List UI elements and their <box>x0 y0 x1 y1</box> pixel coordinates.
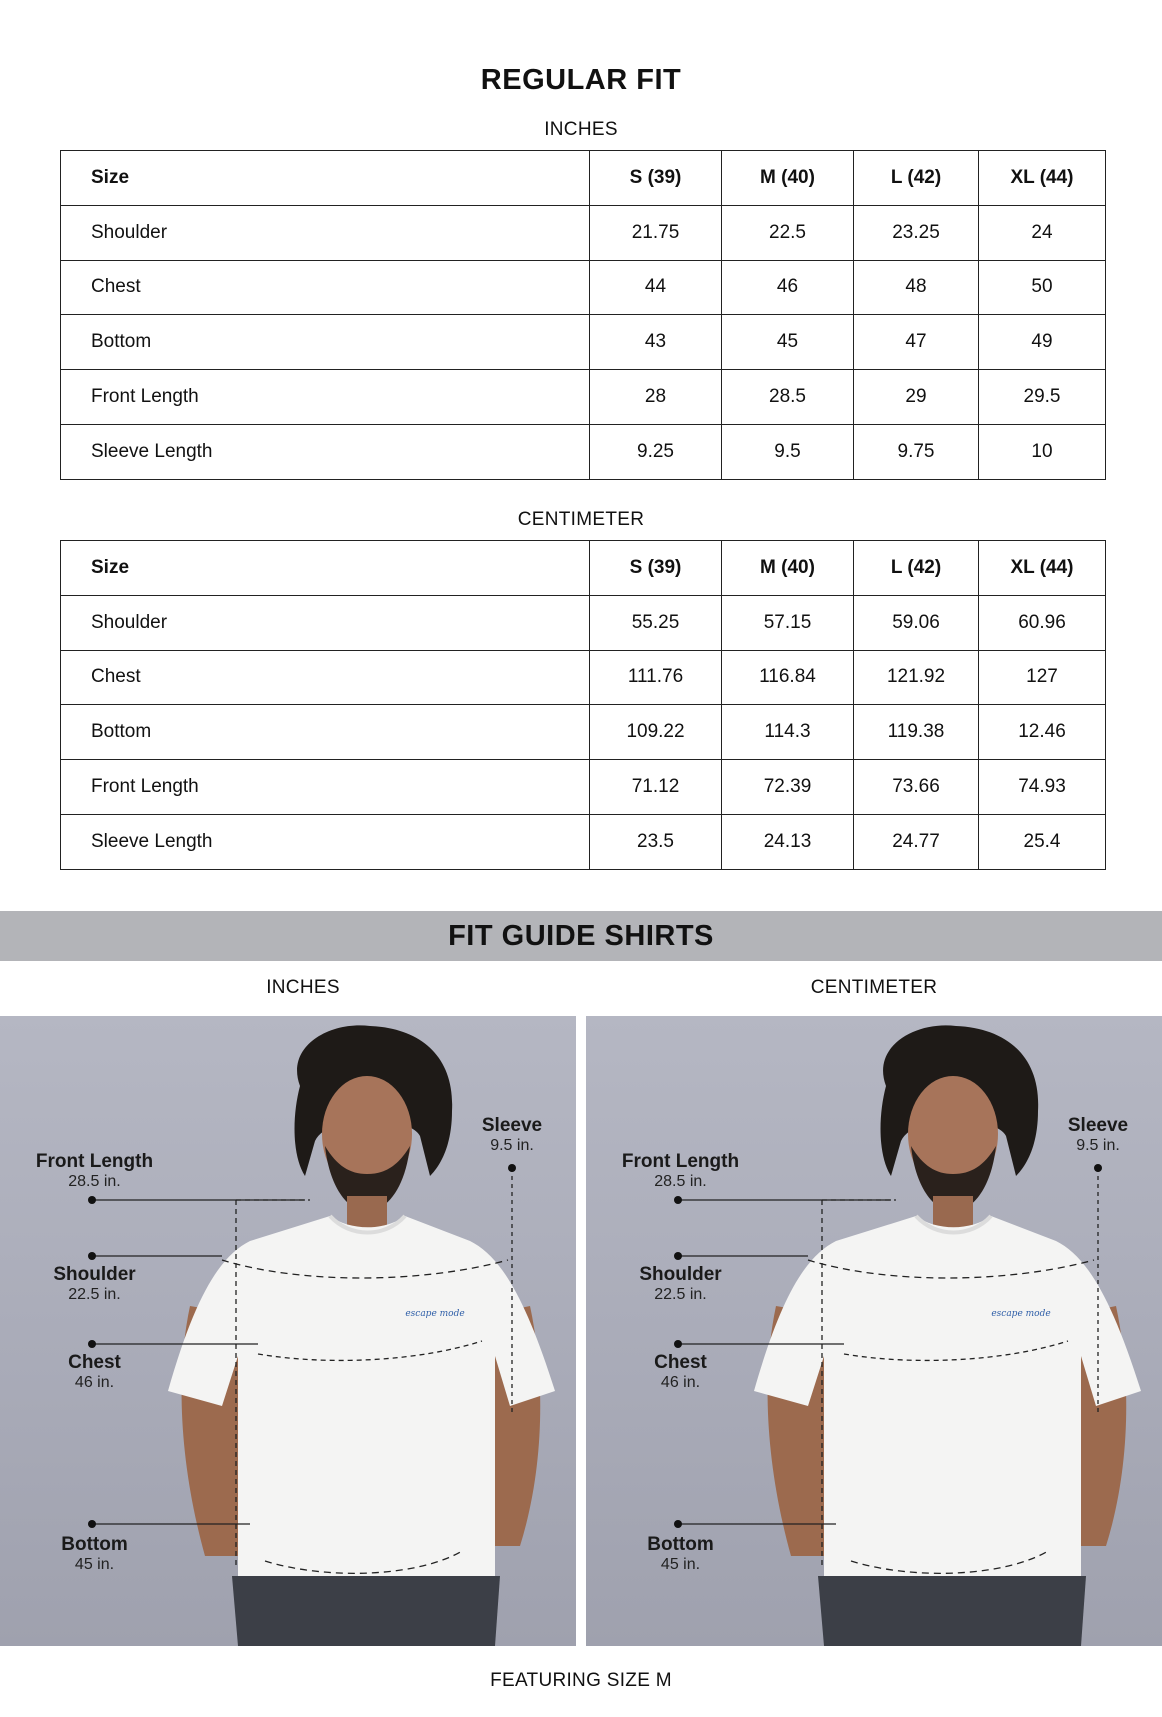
measurement-value: 44 <box>590 260 722 315</box>
callout-name: Shoulder <box>639 1264 722 1285</box>
callout-shoulder <box>598 1265 763 1303</box>
measurement-value: 29.5 <box>979 370 1106 425</box>
table-row <box>61 595 1106 650</box>
table-row <box>61 260 1106 315</box>
column-header: M (40) <box>722 151 854 206</box>
callout-value: 9.5 in. <box>490 1136 534 1154</box>
measurement-value: 59.06 <box>854 595 979 650</box>
callout-chest <box>598 1353 763 1391</box>
column-header: S (39) <box>590 151 722 206</box>
measurement-value: 12.46 <box>979 705 1106 760</box>
measurement-value: 74.93 <box>979 760 1106 815</box>
fit-guide-banner: FIT GUIDE SHIRTS <box>0 911 1162 961</box>
callout-name: Sleeve <box>1067 1115 1129 1136</box>
column-header: M (40) <box>722 541 854 596</box>
shirt-logo: escape mode <box>405 1309 465 1319</box>
measurement-value: 46 <box>722 260 854 315</box>
measurement-value: 114.3 <box>722 705 854 760</box>
measurement-value: 57.15 <box>722 595 854 650</box>
fit-guide-photo-centimeter <box>586 1016 1162 1646</box>
regular-fit-title: REGULAR FIT <box>480 64 682 96</box>
table-row <box>61 650 1106 705</box>
column-header: Size <box>61 151 590 206</box>
callout-bottom <box>12 1535 177 1573</box>
table-row <box>61 424 1106 479</box>
callout-front-length <box>598 1152 763 1190</box>
measurement-value: 23.25 <box>854 205 979 260</box>
callout-value: 22.5 in. <box>654 1285 707 1303</box>
shirt-logo: escape mode <box>991 1309 1051 1319</box>
table-row <box>61 205 1106 260</box>
callout-bottom <box>598 1535 763 1573</box>
measurement-value: 127 <box>979 650 1106 705</box>
measurement-label: Chest <box>61 260 590 315</box>
measurement-value: 119.38 <box>854 705 979 760</box>
measurement-value: 71.12 <box>590 760 722 815</box>
inches-size-table <box>60 150 1106 480</box>
column-header: L (42) <box>854 151 979 206</box>
measurement-value: 47 <box>854 315 979 370</box>
centimeter-table-label: CENTIMETER <box>517 509 645 530</box>
measurement-value: 111.76 <box>590 650 722 705</box>
featuring-size-note: FEATURING SIZE M <box>490 1670 672 1691</box>
callout-chest <box>12 1353 177 1391</box>
callout-name: Bottom <box>647 1534 714 1555</box>
centimeter-size-table <box>60 540 1106 870</box>
measurement-label: Chest <box>61 650 590 705</box>
measurement-value: 72.39 <box>722 760 854 815</box>
callout-value: 46 in. <box>660 1373 701 1391</box>
measurement-value: 50 <box>979 260 1106 315</box>
callout-value: 28.5 in. <box>68 1172 121 1190</box>
measurement-value: 22.5 <box>722 205 854 260</box>
callout-name: Shoulder <box>53 1264 136 1285</box>
measurement-label: Shoulder <box>61 595 590 650</box>
fit-guide-centimeter-label: CENTIMETER <box>810 977 938 998</box>
measurement-value: 48 <box>854 260 979 315</box>
callout-name: Chest <box>68 1352 121 1373</box>
callout-value: 22.5 in. <box>68 1285 121 1303</box>
measurement-label: Front Length <box>61 760 590 815</box>
callout-sleeve <box>462 1116 562 1154</box>
measurement-label: Front Length <box>61 370 590 425</box>
measurement-value: 116.84 <box>722 650 854 705</box>
fit-guide-inches-label: INCHES <box>266 977 340 998</box>
callout-name: Front Length <box>621 1151 740 1172</box>
measurement-value: 28.5 <box>722 370 854 425</box>
measurement-label: Sleeve Length <box>61 424 590 479</box>
column-header: L (42) <box>854 541 979 596</box>
measurement-value: 45 <box>722 315 854 370</box>
table-row <box>61 760 1106 815</box>
callout-name: Bottom <box>61 1534 128 1555</box>
callout-shoulder <box>12 1265 177 1303</box>
measurement-value: 24.13 <box>722 814 854 869</box>
measurement-label: Bottom <box>61 315 590 370</box>
table-row <box>61 370 1106 425</box>
column-header: XL (44) <box>979 151 1106 206</box>
callout-front-length <box>12 1152 177 1190</box>
table-header-row <box>61 151 1106 206</box>
measurement-value: 21.75 <box>590 205 722 260</box>
measurement-value: 121.92 <box>854 650 979 705</box>
column-header: Size <box>61 541 590 596</box>
inches-table-label: INCHES <box>544 119 618 140</box>
measurement-value: 109.22 <box>590 705 722 760</box>
measurement-value: 23.5 <box>590 814 722 869</box>
measurement-value: 55.25 <box>590 595 722 650</box>
callout-value: 9.5 in. <box>1076 1136 1120 1154</box>
table-header-row <box>61 541 1106 596</box>
callout-value: 46 in. <box>74 1373 115 1391</box>
table-row <box>61 814 1106 869</box>
column-header: S (39) <box>590 541 722 596</box>
measurement-value: 49 <box>979 315 1106 370</box>
measurement-value: 9.75 <box>854 424 979 479</box>
fit-guide-photo-inches <box>0 1016 576 1646</box>
measurement-label: Shoulder <box>61 205 590 260</box>
callout-name: Chest <box>654 1352 707 1373</box>
measurement-label: Sleeve Length <box>61 814 590 869</box>
measurement-value: 73.66 <box>854 760 979 815</box>
callout-sleeve <box>1048 1116 1148 1154</box>
callout-name: Front Length <box>35 1151 154 1172</box>
measurement-value: 60.96 <box>979 595 1106 650</box>
measurement-value: 25.4 <box>979 814 1106 869</box>
measurement-value: 24.77 <box>854 814 979 869</box>
measurement-value: 29 <box>854 370 979 425</box>
measurement-value: 43 <box>590 315 722 370</box>
callout-name: Sleeve <box>481 1115 543 1136</box>
measurement-value: 24 <box>979 205 1106 260</box>
column-header: XL (44) <box>979 541 1106 596</box>
callout-value: 45 in. <box>660 1555 701 1573</box>
callout-value: 45 in. <box>74 1555 115 1573</box>
measurement-value: 9.25 <box>590 424 722 479</box>
measurement-value: 10 <box>979 424 1106 479</box>
table-row <box>61 315 1106 370</box>
measurement-label: Bottom <box>61 705 590 760</box>
callout-value: 28.5 in. <box>654 1172 707 1190</box>
measurement-value: 28 <box>590 370 722 425</box>
measurement-value: 9.5 <box>722 424 854 479</box>
table-row <box>61 705 1106 760</box>
